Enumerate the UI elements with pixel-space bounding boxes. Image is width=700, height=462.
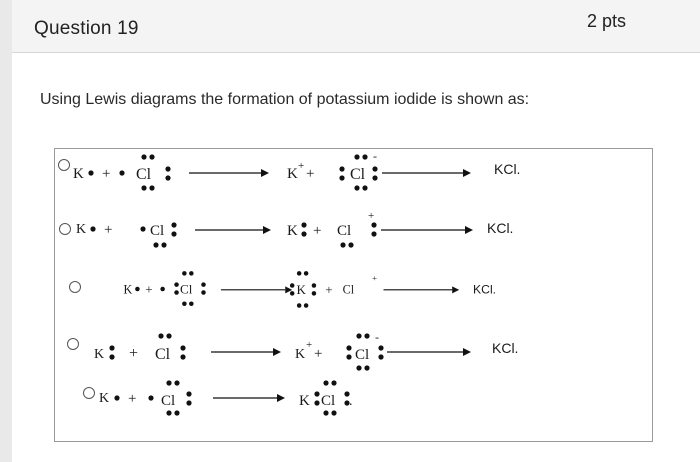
electron-dot xyxy=(339,166,344,171)
plus-sign: + xyxy=(129,345,139,362)
plus-sign: + xyxy=(104,222,113,238)
electron-dot xyxy=(312,283,317,288)
question-header xyxy=(12,0,700,53)
chlorine-symbol: Cl xyxy=(136,166,152,183)
potassium-symbol: K xyxy=(94,347,105,362)
electron-dot xyxy=(297,303,302,308)
electron-dot xyxy=(174,380,179,385)
product-formula: . xyxy=(349,394,353,409)
answer-option-2[interactable] xyxy=(55,211,652,251)
electron-dot xyxy=(189,271,194,276)
electron-dot xyxy=(158,333,163,338)
electron-dot xyxy=(166,333,171,338)
electron-dot xyxy=(290,291,295,296)
answer-option-3[interactable] xyxy=(55,269,652,309)
lewis-equation-3 xyxy=(55,269,652,309)
electron-dot xyxy=(141,185,146,190)
electron-dot xyxy=(354,185,359,190)
electron-dot xyxy=(290,283,295,288)
reaction-arrow-head xyxy=(263,226,271,234)
electron-dot xyxy=(346,354,351,359)
electron-dot xyxy=(186,391,191,396)
reaction-arrow-head xyxy=(261,169,269,177)
electron-dot xyxy=(312,291,317,296)
product-formula: KCl. xyxy=(473,282,497,297)
electron-dot xyxy=(174,410,179,415)
electron-dot xyxy=(189,302,194,307)
ion-charge: + xyxy=(372,273,378,284)
electron-dot xyxy=(362,185,367,190)
electron-dot xyxy=(362,154,367,159)
electron-dot xyxy=(174,282,179,287)
electron-dot xyxy=(148,395,153,400)
potassium-ion: K xyxy=(287,166,298,182)
electron-dot xyxy=(161,242,166,247)
chloride-ion: Cl xyxy=(342,282,355,297)
reaction-arrow-head xyxy=(463,169,471,177)
lewis-equation-1 xyxy=(55,151,652,191)
electron-dot xyxy=(174,290,179,295)
electron-dot xyxy=(356,365,361,370)
reaction-arrow-head xyxy=(465,226,473,234)
electron-dot xyxy=(340,242,345,247)
plus-sign: + xyxy=(325,282,333,298)
electron-dot xyxy=(171,222,176,227)
product-formula: KCl. xyxy=(487,220,514,236)
electron-dot xyxy=(331,410,336,415)
reaction-arrow-head xyxy=(273,348,281,356)
electron-dot xyxy=(153,242,158,247)
electron-dot xyxy=(378,345,383,350)
electron-dot xyxy=(301,222,306,227)
electron-dot xyxy=(182,302,187,307)
electron-dot xyxy=(88,170,93,175)
electron-dot xyxy=(119,170,124,175)
answer-option-1[interactable] xyxy=(55,151,652,191)
electron-dot xyxy=(166,410,171,415)
question-title: Question 19 xyxy=(34,18,139,39)
electron-dot xyxy=(356,333,361,338)
potassium-symbol: K xyxy=(76,222,87,237)
electron-dot xyxy=(323,380,328,385)
electron-dot xyxy=(160,287,165,292)
plus-sign: + xyxy=(313,223,322,239)
electron-dot xyxy=(304,303,309,308)
potassium-ion: K xyxy=(287,223,298,239)
electron-dot xyxy=(149,185,154,190)
electron-dot xyxy=(323,410,328,415)
answer-options xyxy=(54,148,653,442)
electron-dot xyxy=(201,282,206,287)
electron-dot xyxy=(364,365,369,370)
electron-dot xyxy=(135,287,140,292)
electron-dot xyxy=(149,154,154,159)
chlorine-symbol: Cl xyxy=(155,346,171,363)
plus-sign: + xyxy=(102,166,111,182)
potassium-ion: K xyxy=(295,347,306,362)
plus-sign: + xyxy=(128,391,137,407)
electron-dot xyxy=(165,166,170,171)
electron-dot xyxy=(301,231,306,236)
electron-dot xyxy=(109,354,114,359)
potassium-symbol: K xyxy=(99,391,110,406)
ion-charge: + xyxy=(306,339,313,351)
lewis-equation-5 xyxy=(55,379,652,441)
chlorine-symbol: Cl xyxy=(161,393,176,409)
electron-dot xyxy=(182,271,187,276)
product-formula: KCl. xyxy=(492,340,519,356)
electron-dot xyxy=(346,345,351,350)
answer-option-4[interactable] xyxy=(55,331,652,371)
electron-dot xyxy=(372,175,377,180)
electron-dot xyxy=(166,380,171,385)
question-prompt: Using Lewis diagrams the formation of potassium iodide is shown as: xyxy=(40,91,530,108)
reaction-arrow-head xyxy=(452,286,459,293)
electron-dot xyxy=(114,395,119,400)
potassium-ion: K xyxy=(299,393,310,409)
chloride-ion: Cl xyxy=(355,347,370,363)
electron-dot xyxy=(141,154,146,159)
plus-sign: + xyxy=(145,281,153,297)
chloride-ion: Cl xyxy=(337,223,352,239)
product-formula: KCl. xyxy=(494,161,521,177)
plus-sign: + xyxy=(306,166,315,182)
electron-dot xyxy=(109,345,114,350)
electron-dot xyxy=(371,231,376,236)
electron-dot xyxy=(201,290,206,295)
ion-charge: + xyxy=(368,211,375,222)
lewis-equation-4 xyxy=(55,331,652,371)
electron-dot xyxy=(180,354,185,359)
electron-dot xyxy=(165,175,170,180)
ion-charge: - xyxy=(373,151,377,163)
electron-dot xyxy=(304,271,309,276)
electron-dot xyxy=(354,154,359,159)
chlorine-symbol: Cl xyxy=(180,281,193,297)
electron-dot xyxy=(331,380,336,385)
electron-dot xyxy=(171,231,176,236)
potassium-ion: K xyxy=(296,282,306,298)
electron-dot xyxy=(314,400,319,405)
ion-charge: - xyxy=(375,331,379,344)
chloride-ion: Cl xyxy=(350,166,366,183)
answer-option-5[interactable] xyxy=(55,379,652,441)
electron-dot xyxy=(180,345,185,350)
electron-dot xyxy=(314,391,319,396)
reaction-arrow-head xyxy=(277,394,285,402)
potassium-symbol: K xyxy=(123,282,133,297)
electron-dot xyxy=(297,271,302,276)
electron-dot xyxy=(339,175,344,180)
reaction-arrow-head xyxy=(463,348,471,356)
chlorine-symbol: Cl xyxy=(150,223,165,239)
electron-dot xyxy=(186,400,191,405)
electron-dot xyxy=(364,333,369,338)
potassium-symbol: K xyxy=(73,166,84,182)
question-points: 2 pts xyxy=(586,11,626,31)
electron-dot xyxy=(90,226,95,231)
electron-dot xyxy=(372,166,377,171)
electron-dot xyxy=(371,222,376,227)
chloride-ion: Cl xyxy=(321,393,336,409)
electron-dot xyxy=(378,354,383,359)
ion-charge: + xyxy=(298,160,305,172)
plus-sign: + xyxy=(314,346,323,362)
lewis-equation-2 xyxy=(55,211,652,251)
electron-dot xyxy=(140,226,145,231)
electron-dot xyxy=(348,242,353,247)
